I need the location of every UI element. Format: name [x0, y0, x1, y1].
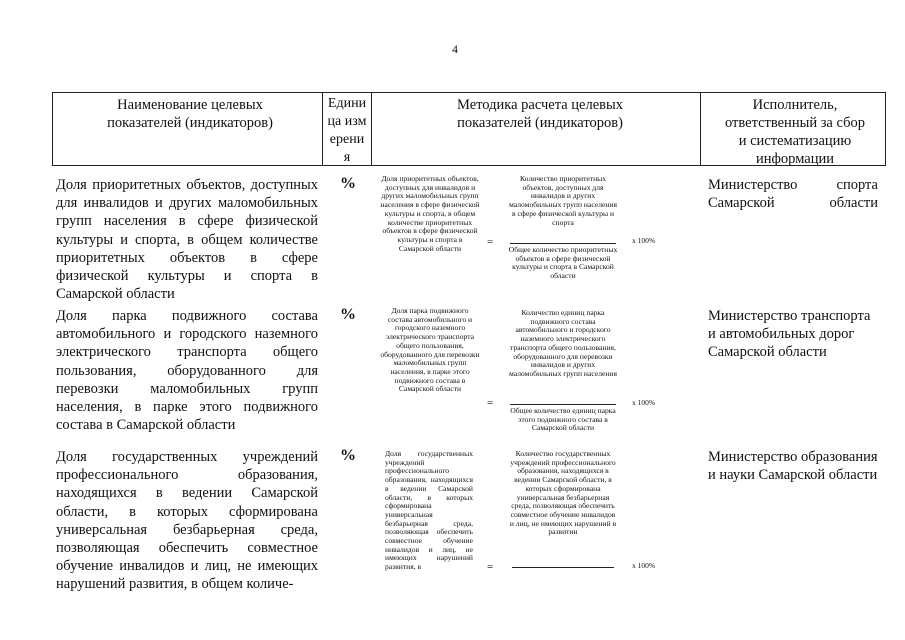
row3-executor: Министерство образования и науки Самарской области [708, 449, 878, 484]
row3-name: Доля государственных учреждений профессионального образования, находящихся в ведении Самарской области, в которых сформирована универсальная безбарьерная среда, позволяющая обеспечить совместное обучение инвалидов и лиц, не имеющих нарушений развития, в общем количе- [56, 449, 318, 593]
row1-name: Доля приоритетных объектов, доступных для инвалидов и других маломобильных групп населения в сфере физической культуры и спорта, в общем количестве приоритетных объектов в сфере физической культуры и спорта в Самарской области [56, 177, 318, 303]
column-divider [700, 92, 701, 165]
row3-equals: = [487, 561, 494, 573]
row3-formula-left: Доля государственных учреждений профессионального образования, находящихся в ведении Самарской области, в которых сформирована универсальная безбарьерная среда, позволяющая обеспечить совместное обучение инвалидов и лиц, не имеющих нарушений развития, в [385, 449, 473, 572]
row3-unit: % [340, 447, 356, 464]
row2-name: Доля парка подвижного состава автомобильного и городского наземного электрического транспорта общего пользования, оборудованного для перевозки маломобильных групп населения, в парке этого подвижного состава в Самарской области [56, 308, 318, 434]
row1-unit: % [340, 175, 356, 192]
row3-multiplier: x 100% [632, 561, 656, 570]
row1-multiplier: x 100% [632, 236, 656, 245]
row1-executor: Министерство спорта Самарской области [708, 177, 878, 212]
column-divider [885, 92, 886, 165]
row2-fraction-line [510, 404, 616, 405]
header-name: Наименование целевых показателей (индикаторов) [107, 97, 273, 131]
row2-equals: = [487, 397, 494, 409]
column-divider [371, 92, 372, 165]
row1-equals: = [487, 236, 494, 248]
header-unit-text: Единица измерения [327, 96, 367, 165]
table-top-border [52, 92, 886, 93]
row2-numerator: Количество единиц парка подвижного состава автомобильного и городского наземного электрического транспорта общего пользования, оборудованного для перевозки инвалидов и других маломобильных групп населения [509, 308, 617, 378]
row2-executor: Министерство транспорта и автомобильных дорог Самарской области [708, 308, 871, 361]
header-unit [324, 95, 370, 167]
header-executor: Исполнитель, ответственный за сбор и систематизацию информации [724, 97, 865, 167]
row2-formula-left: Доля парка подвижного состава автомобильного и городского наземного электрического транспорта общего пользования, оборудованного для перевозки маломобильных групп населения, в парке этого подвижного состава в Самарской области [380, 306, 480, 394]
column-divider [52, 92, 53, 165]
column-divider [322, 92, 323, 165]
row2-multiplier: x 100% [632, 398, 656, 407]
row3-fraction-line [512, 567, 614, 568]
row1-denominator: Общее количество приоритетных объектов в сфере физической культуры и спорта в Самарской области [508, 245, 618, 281]
page-number: 4 [452, 42, 458, 56]
row2-denominator: Общее количество единиц парка этого подвижного состава в Самарской области [510, 406, 616, 433]
row3-numerator: Количество государственных учреждений профессионального образования, находящихся в ведении Самарской области, в которых сформирована универсальная безбарьерная среда, позволяющая обеспечить совместное обучение инвалидов и лиц, не имеющих нарушений в развитии [509, 449, 617, 537]
row1-numerator: Количество приоритетных объектов, доступных для инвалидов и других маломобильных групп населения в сфере физической культуры и спорта [509, 174, 617, 227]
row1-formula-left: Доля приоритетных объектов, доступных для инвалидов и других маломобильных групп населения в сфере физической культуры и спорта, в общем количестве приоритетных объектов в сфере физической культуры и спорта в Самарской области [380, 174, 480, 253]
header-method: Методика расчета целевых показателей (индикаторов) [457, 97, 623, 131]
row1-fraction-line [510, 243, 616, 244]
row2-unit: % [340, 306, 356, 323]
